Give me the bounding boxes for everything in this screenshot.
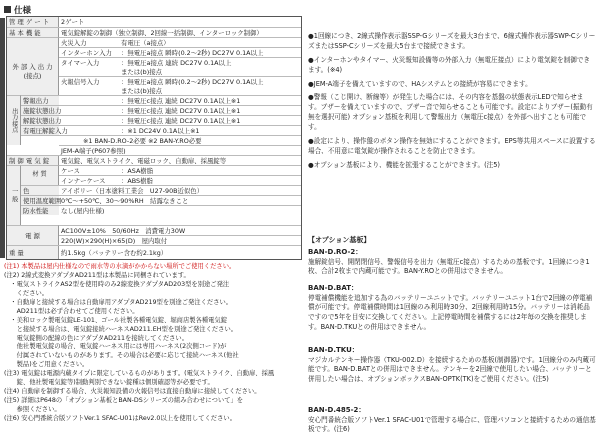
- note-line: AD211型は必ず合わせてご使用ください。: [4, 307, 139, 315]
- note-line: (注3) 電気錠は電源内蔵タイプに限定しているものがあります。(電気ストライク、自動扉、採風: [4, 370, 275, 378]
- note-line: (注2) 2線式変換アダプタAD211型は本製品に同梱されています。: [4, 271, 190, 279]
- note-line: (注5) 詳細はP648の「オプション基板とBAN-DSシリーズの組み合わせについて」を: [4, 397, 244, 405]
- table-row: [7, 245, 301, 259]
- row-key: 火報信号入力: [61, 77, 100, 86]
- row-value: AC100V±10% 50/60Hz 消費電力30W: [61, 226, 186, 235]
- row-key: 警報出力: [21, 96, 59, 105]
- note-line: 付属されていないものがあります。その場合は必要に応じて接続ハーネス(他社: [4, 352, 239, 360]
- note-line: 参照ください。: [4, 406, 61, 413]
- row-key: タイマー入力: [61, 58, 100, 67]
- option-heading: 【オプション基板】: [308, 236, 371, 244]
- row-value: JEM-A端子(P607参照): [61, 146, 126, 155]
- table-row: [59, 86, 301, 95]
- row-value: アイボリー（日本塗料工業会 U27-90B近似色）: [61, 186, 204, 195]
- option-desc: 停電補償機能を追加する為のバッテリーユニットです。バッテリーユニット1台で2回線の停電補償が可能です。停電補償時間は1回線のみ利用時30分、2回線利用時15分。バッテリーは消耗品ですので5年を目安に交換してください。上記停電時間を補償するには2年毎の交換を推奨します。BAN-D.TKUとの併用はできません。: [308, 293, 593, 332]
- row-label: 管 理 ゲ ー ト: [7, 17, 59, 27]
- table-row: [59, 175, 301, 185]
- row-label: 制 御 電 気 錠: [7, 156, 59, 165]
- io-group-label: 外 部 入 出 力 (接点): [7, 37, 59, 105]
- note-line: ・美和ロック製電気錠LE-101、ゴール社製各種電気錠、堀商店製各種電気錠: [4, 316, 228, 324]
- row-key: 防水性能: [21, 206, 59, 215]
- row-value: ：※1 DC24V 0.1A以上※1: [121, 126, 200, 135]
- notes-list: [4, 263, 304, 424]
- option-item: [308, 247, 596, 277]
- row-value: 電気錠、電気ストライク、電磁ロック、自動扉、採風錠等: [61, 156, 227, 165]
- note-line: ・電気ストライクAS2型を使用時のみ2線変換アダプタAD203型を別途ご発注: [4, 280, 230, 288]
- option-item: [308, 283, 596, 333]
- row-key: インナーケース: [61, 176, 106, 185]
- table-row: [21, 135, 301, 145]
- note-line: (注1) 本製品は屋内仕様なので雨水等の水滴がかからない場所でご使用ください。: [4, 263, 236, 270]
- row-key: 火災入力: [61, 38, 87, 47]
- row-value: ：無電圧c接点 連続 DC27V 0.1A以上※1: [121, 96, 241, 105]
- section-title: 仕様: [14, 5, 32, 16]
- option-title: BAN-D.RO-2：: [308, 248, 363, 256]
- table-row: [21, 105, 301, 115]
- row-value: ※1 BAN-D.RO-2必要 ※2 BAN-Y.RO必要: [83, 136, 202, 145]
- output-group-label: 出力接点: [7, 95, 21, 145]
- table-row: [59, 165, 301, 175]
- spec-table: [6, 16, 302, 260]
- row-value: 電気錠解錠の制御（独立制御、2回線一括制御、インターロック制御）: [61, 28, 263, 37]
- row-key: ケース: [61, 166, 80, 175]
- table-row: [59, 67, 301, 76]
- table-row: [21, 115, 301, 125]
- table-row: [21, 95, 301, 105]
- table-row: [21, 205, 301, 215]
- note-line: 製品)をご用意ください。: [4, 361, 89, 369]
- feature-item: ●設定により、操作盤のボタン操作を無効にすることができます。EPS等共用スペースに設置する場合、不用意に電気錠が操作されることを防止できます。: [308, 137, 596, 155]
- row-value: 0℃〜+50℃、30〜90%RH 結露なきこと: [61, 196, 189, 205]
- row-key: 色: [21, 186, 59, 195]
- note-line: ・自動扉と接続する場合は自動扉用アダプタAD219型を別途ご発注ください。: [4, 298, 233, 306]
- feature-item: ●インターホンやタイマー、火災報知設備等の外部入力（無電圧接点）により電気錠を制御できます。(※4): [308, 55, 591, 74]
- row-value: なし(屋内仕様): [61, 206, 105, 215]
- table-row: [21, 125, 301, 135]
- row-key: 施錠状態出力: [23, 106, 62, 115]
- row-value: ：ASA樹脂: [121, 166, 154, 175]
- row-value: ：無電圧c接点 連続 DC27V 0.1A以上※1: [121, 106, 241, 115]
- note-line: (注4) 自動扉を制御する場合、火災報知設備の火報信号は直接自動扉に接続してください。: [4, 388, 261, 396]
- feature-item: ●警報（こじ開け、断線等）が発生した場合には、その内容を基盤の状態表示LEDで知らせます。ブザーを備えていますので、ブザー音で知らせることも可能です。設定によりブザー(振動有無を選択可能) オプション基板を利用して警報出力（無電圧c接点）を外部へ出すことも可能です。: [308, 93, 593, 132]
- feature-item: ●1回線につき、2線式操作表示器SSP-Gシリーズを最大3台まで、6線式操作表示器SWP-CシリーズまたはSSP-Cシリーズを最大5台まで接続できます。: [308, 32, 596, 50]
- row-value: ：無電圧c接点 連続 DC27V 0.1A以上※1: [121, 116, 241, 125]
- row-value: ：ABS樹脂: [121, 176, 153, 185]
- table-row: [21, 195, 301, 205]
- section-header: [4, 4, 31, 15]
- option-desc: マジカルテンキー操作器（TKU-002.D）を接続するための基板(制御器)です。1回線分のみ内蔵可能です。BAN-D.BATとの併用はできません。テンキーを2回線で使用したい場合、バッテリーと併用したい場合は、オプションボックスBAN-OPTK(TK)をご使用ください。(注5): [308, 355, 596, 384]
- general-group-label: 一 般: [7, 165, 21, 225]
- option-item: [308, 405, 596, 435]
- note-line: と接続する場合は、電気錠接続ハーネスAD211.EH型を別途ご発注ください。: [4, 325, 238, 333]
- feature-item: ●オプション基板により、機能を拡張することができます。(注5): [308, 160, 501, 169]
- table-row: [59, 47, 301, 57]
- row-value: 220(W)×290(H)×65(D) 屋内取付: [61, 236, 168, 245]
- table-row: [59, 57, 301, 67]
- note-line: 電気錠側の配線の色にアダプタAD211を接続してください。: [4, 334, 189, 342]
- row-value: または(b)接点: [121, 67, 162, 76]
- row-value: または(b)接点: [121, 86, 162, 95]
- row-key: インターホン入力: [61, 48, 112, 57]
- note-line: ください。: [4, 289, 49, 297]
- table-row: [7, 27, 301, 37]
- option-desc: 安心門番統合版ソフトVer.1 SFAC-U01で管理する場合に、管理パソコンと接続するための通信基板です。(注6): [308, 415, 596, 434]
- option-title: BAN-D.BAT：: [308, 284, 358, 292]
- row-value: 約1.5kg（バッテリー含む約2.1kg）: [61, 248, 168, 257]
- row-key: 使用温度範囲: [23, 196, 62, 205]
- table-row: [59, 235, 301, 245]
- table-row: [59, 145, 301, 155]
- note-line: (注6) 安心門番統合版ソフトVer.1 SFAC-U01はRev2.0以上を使用してください。: [4, 414, 236, 422]
- square-bullet-icon: [4, 6, 11, 13]
- table-row: [59, 37, 301, 47]
- table-row: [59, 225, 301, 235]
- row-value: ：無電圧a接点 連続 DC27V 0.1A以上: [121, 58, 232, 67]
- row-value: 2ゲート: [61, 18, 85, 26]
- table-row: [21, 185, 301, 195]
- row-key: 解錠状態出力: [23, 116, 62, 125]
- power-label: 電 源: [7, 225, 59, 245]
- row-key: 有電圧解錠入力: [23, 126, 68, 135]
- row-value: 有電圧（a接点）: [121, 38, 170, 47]
- table-row: [59, 76, 301, 86]
- row-label: 重 量: [7, 246, 59, 259]
- row-value: ：無電圧a接点 瞬時(0.2〜2秒) DC27V 0.1A以上: [121, 77, 264, 86]
- material-label: 材 質: [21, 165, 59, 185]
- feature-list: [308, 32, 596, 175]
- option-item: [308, 345, 596, 385]
- row-label: 基 本 機 能: [7, 28, 59, 37]
- note-line: 他社製電気錠の場合、電気錠ハーネス用には専用ハーネス(2次側コード)が: [4, 343, 227, 351]
- feature-item: ●JEM-A端子を備えていますので、HAシステムとの接続が容易にできます。: [308, 79, 532, 88]
- table-row: [7, 155, 301, 165]
- note-line: 錠、他社製電気錠等)制動判別できない錠種は個別確認等が必要です。: [4, 379, 214, 387]
- table-row: [7, 17, 301, 27]
- option-desc: 施解錠信号、開閉閉信号、警報信号を出力（無電圧c接点）するための基板です。1回線につき1枚、合計2枚まで内蔵可能です。BAN-Y.ROとの併用はできません。: [308, 257, 590, 276]
- option-title: BAN-D.TKU：: [308, 346, 359, 354]
- option-title: BAN-D.485-2：: [308, 406, 366, 414]
- row-value: ：無電圧a接点 瞬時(0.2〜2秒) DC27V 0.1A以上: [121, 48, 264, 57]
- side-bar: [0, 18, 5, 258]
